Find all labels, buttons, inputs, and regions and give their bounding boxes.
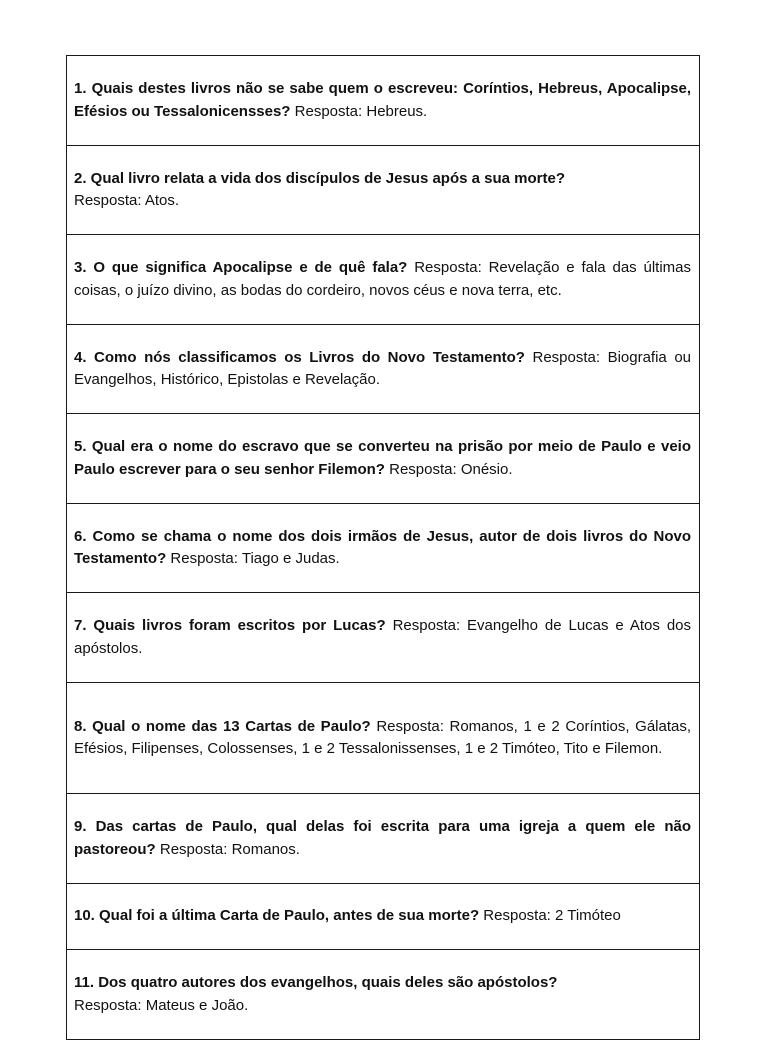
qa-row <box>67 56 699 146</box>
qa-paragraph <box>74 526 691 571</box>
question-text: 1. Quais destes livros não se sabe quem o escreveu: Coríntios, Hebreus, Apocalipse, Efésios ou Tessalonicensses? <box>74 80 691 120</box>
question-text: 5. Qual era o nome do escravo que se converteu na prisão por meio de Paulo e veio Paulo escrever para o seu senhor Filemon? <box>74 438 691 478</box>
answer-text: Resposta: 2 Timóteo <box>483 907 621 925</box>
question-text: 3. O que significa Apocalipse e de quê fala? <box>74 259 408 276</box>
qa-row <box>67 235 699 325</box>
qa-paragraph <box>74 615 691 660</box>
answer-text: Resposta: Evangelho de Lucas e Atos dos apóstolos. <box>74 617 692 657</box>
qa-row <box>67 683 699 794</box>
qa-paragraph <box>74 257 691 302</box>
qa-row <box>67 593 699 683</box>
answer-text: Resposta: Onésio. <box>389 460 513 478</box>
answer-text: Resposta: Romanos, 1 e 2 Coríntios, Gálatas, Efésios, Filipenses, Colossenses, 1 e 2 Tessalonissenses, 1 e 2 Timóteo, Tito e Filemon. <box>74 717 692 757</box>
qa-paragraph <box>74 972 691 1017</box>
qa-paragraph <box>74 436 691 481</box>
qa-table <box>66 55 700 1040</box>
qa-row <box>67 414 699 504</box>
qa-paragraph <box>74 716 691 761</box>
qa-paragraph <box>74 816 691 861</box>
qa-row <box>67 504 699 593</box>
qa-paragraph <box>74 78 691 123</box>
answer-text: Resposta: Hebreus. <box>294 102 428 120</box>
qa-row <box>67 950 699 1040</box>
qa-paragraph <box>74 168 691 213</box>
qa-row <box>67 146 699 235</box>
qa-paragraph <box>74 905 691 928</box>
qa-paragraph <box>74 347 691 392</box>
answer-text: Resposta: Revelação e fala das últimas coisas, o juízo divino, as bodas do cordeiro, novos céus e nova terra, etc. <box>74 259 692 299</box>
question-text: 7. Quais livros foram escritos por Lucas? <box>74 617 386 634</box>
question-text: 4. Como nós classificamos os Livros do Novo Testamento? <box>74 348 525 366</box>
qa-row <box>67 794 699 884</box>
qa-row <box>67 325 699 414</box>
answer-text: Resposta: Romanos. <box>159 840 300 858</box>
answer-text: Resposta: Tiago e Judas. <box>170 550 340 567</box>
question-text: 9. Das cartas de Paulo, qual delas foi escrita para uma igreja a quem ele não pastoreou? <box>74 818 691 858</box>
answer-text: Resposta: Mateus e João. <box>74 996 249 1014</box>
answer-text: Resposta: Atos. <box>74 192 180 209</box>
question-text: 11. Dos quatro autores dos evangelhos, quais deles são apóstolos? <box>74 974 558 991</box>
question-text: 2. Qual livro relata a vida dos discípulos de Jesus após a sua morte? <box>74 169 566 187</box>
qa-row <box>67 884 699 950</box>
question-text: 6. Como se chama o nome dos dois irmãos de Jesus, autor de dois livros do Novo Testamento? <box>74 527 691 567</box>
question-text: 10. Qual foi a última Carta de Paulo, antes de sua morte? <box>74 907 480 925</box>
answer-text: Resposta: Biografia ou Evangelhos, Histórico, Epistolas e Revelação. <box>74 348 691 388</box>
question-text: 8. Qual o nome das 13 Cartas de Paulo? <box>74 717 371 735</box>
